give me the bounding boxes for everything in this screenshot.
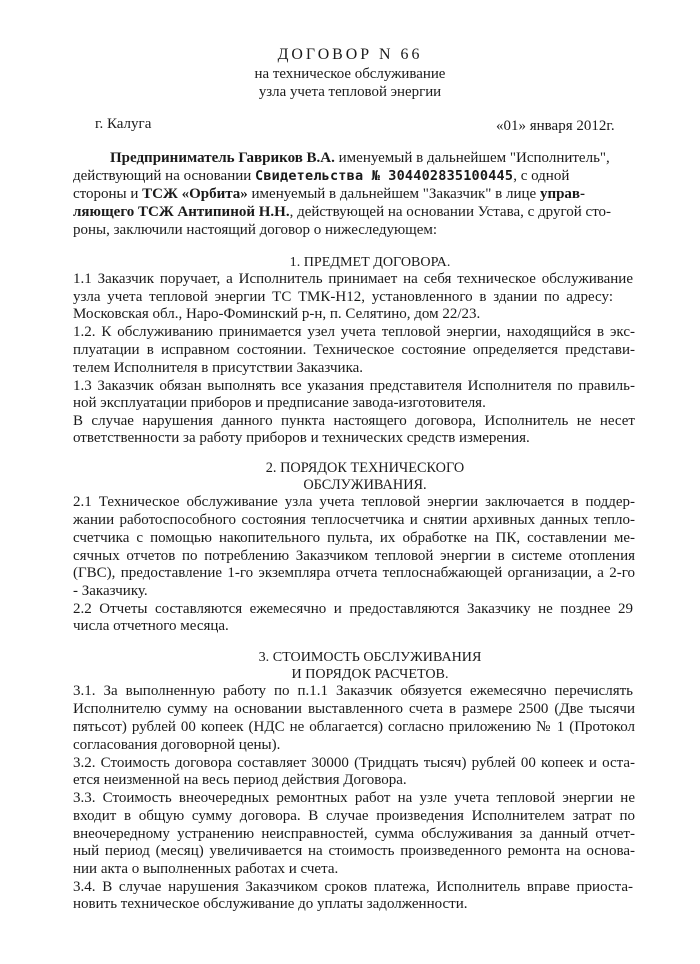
preamble-line-3: стороны и ТСЖ «Орбита» именуемый в дальнейшем "Заказчик" в лице управ- bbox=[73, 186, 586, 202]
preamble-line-1: Предприниматель Гавриков В.А. именуемый в дальнейшем "Исполнитель", bbox=[110, 150, 610, 166]
section-2-line: 2.1 Техническое обслуживание узла учета тепловой энергии заключается в поддер- bbox=[73, 494, 635, 510]
section-2-line: сячных отчетов по потреблению Заказчиком тепловой энергии в системе отопления bbox=[73, 548, 635, 564]
customer-name: ТСЖ «Орбита» bbox=[142, 186, 248, 202]
section-1-line: 1.1 Заказчик поручает, а Исполнитель принимает на себя техническое обслуживание bbox=[73, 271, 633, 287]
section-3-line: внеочередному устранению неисправностей, сумма обслуживания за данный отчет- bbox=[73, 826, 635, 842]
section-3-heading-1: 3. СТОИМОСТЬ ОБСЛУЖИВАНИЯ bbox=[258, 649, 482, 665]
section-1-line: 1.2. К обслуживанию принимается узел учета тепловой энергии, находящийся в экс- bbox=[73, 324, 635, 340]
section-1-heading: 1. ПРЕДМЕТ ДОГОВОРА. bbox=[289, 254, 451, 270]
section-1-line: ной эксплуатации приборов и предписание завода-изготовителя. bbox=[73, 395, 486, 411]
executor-name: Предприниматель Гавриков В.А. bbox=[110, 150, 335, 166]
contract-date: «01» января 2012г. bbox=[496, 118, 615, 134]
section-1-line: Московская обл., Наро-Фоминский р-н, п. Селятино, дом 22/23. bbox=[73, 306, 481, 322]
section-1-line: узла учета тепловой энергии ТС ТМК-Н12, установленного в здании по адресу: bbox=[73, 289, 613, 305]
section-3-line: ный период (месяц) увеличивается на стоимость произведенного ремонта на основа- bbox=[73, 843, 635, 859]
section-3-line: 3.1. За выполненную работу по п.1.1 Заказчик обязуется ежемесячно перечислять bbox=[73, 683, 633, 699]
section-2-heading-2: ОБСЛУЖИВАНИЯ. bbox=[303, 477, 427, 493]
section-1-line: ответственности за работу приборов и технических средств измерения. bbox=[73, 430, 530, 446]
section-1-line: 1.3 Заказчик обязан выполнять все указания представителя Исполнителя по правиль- bbox=[73, 378, 635, 394]
section-3-line: новить техническое обслуживание до уплаты задолженности. bbox=[73, 896, 468, 912]
section-3-line: согласования договорной цены). bbox=[73, 737, 281, 753]
contract-city: г. Калуга bbox=[95, 116, 152, 132]
certificate-number: Свидетельства № 304402835100445 bbox=[255, 168, 514, 184]
contract-subtitle-1: на техническое обслуживание bbox=[254, 66, 446, 82]
section-2-line: числа отчетного месяца. bbox=[73, 618, 229, 634]
section-3-line: входит в общую сумму договора. В случае произведения Исполнителем затрат по bbox=[73, 808, 635, 824]
preamble-line-4: ляющего ТСЖ Антипиной Н.Н., действующей на основании Устава, с другой сто- bbox=[73, 204, 612, 220]
section-1-line: В случае нарушения данного пункта настоящего договора, Исполнитель не несет bbox=[73, 413, 635, 429]
section-2-line: 2.2 Отчеты составляются ежемесячно и предоставляются Заказчику не позднее 29 bbox=[73, 601, 633, 617]
section-2-line: жании работоспособного состояния теплосчетчика и снятии архивных данных тепло- bbox=[73, 512, 635, 528]
section-3-line: нии акта о выполненных работах и счета. bbox=[73, 861, 339, 877]
section-3-line: 3.4. В случае нарушения Заказчиком сроков платежа, Исполнитель вправе приоста- bbox=[73, 879, 633, 895]
section-3-heading-2: И ПОРЯДОК РАСЧЕТОВ. bbox=[291, 666, 449, 682]
preamble-line-5: роны, заключили настоящий договор о нижеследующем: bbox=[73, 222, 438, 238]
section-3-line: 3.3. Стоимость внеочередных ремонтных работ на узле учета тепловой энергии не bbox=[73, 790, 635, 806]
section-3-line: 3.2. Стоимость договора составляет 30000 (Тридцать тысяч) рублей 00 копеек и оста- bbox=[73, 755, 635, 771]
section-2-line: счетчика с помощью накопительного пульта, их обработке на ПК, составлении ме- bbox=[73, 530, 635, 546]
section-2-line: - Заказчику. bbox=[73, 583, 148, 599]
preamble-line-2: действующий на основании Свидетельства № 304402835100445, с одной bbox=[73, 168, 570, 184]
section-2-heading-1: 2. ПОРЯДОК ТЕХНИЧЕСКОГО bbox=[265, 460, 465, 476]
customer-representative: ляющего ТСЖ Антипиной Н.Н. bbox=[73, 204, 290, 220]
section-3-line: ется неизменной на весь период действия Договора. bbox=[73, 772, 407, 788]
section-1-line: телем Исполнителя в присутствии Заказчика. bbox=[73, 360, 364, 376]
section-1-line: плуатации в исправном состоянии. Техническое состояние определяется представи- bbox=[73, 342, 635, 358]
contract-title: ДОГОВОР N 66 bbox=[277, 46, 423, 63]
section-2-line: (ГВС), предоставление 1-го экземпляра отчета теплоснабжающей организации, а 2-го bbox=[73, 565, 635, 581]
section-3-line: пятьсот) рублей 00 копеек (НДС не облагается) согласно приложению № 1 (Протокол bbox=[73, 719, 635, 735]
section-3-line: Исполнителю сумму на основании выставленного счета в размере 2500 (Две тысячи bbox=[73, 701, 635, 717]
contract-subtitle-2: узла учета тепловой энергии bbox=[258, 84, 442, 100]
